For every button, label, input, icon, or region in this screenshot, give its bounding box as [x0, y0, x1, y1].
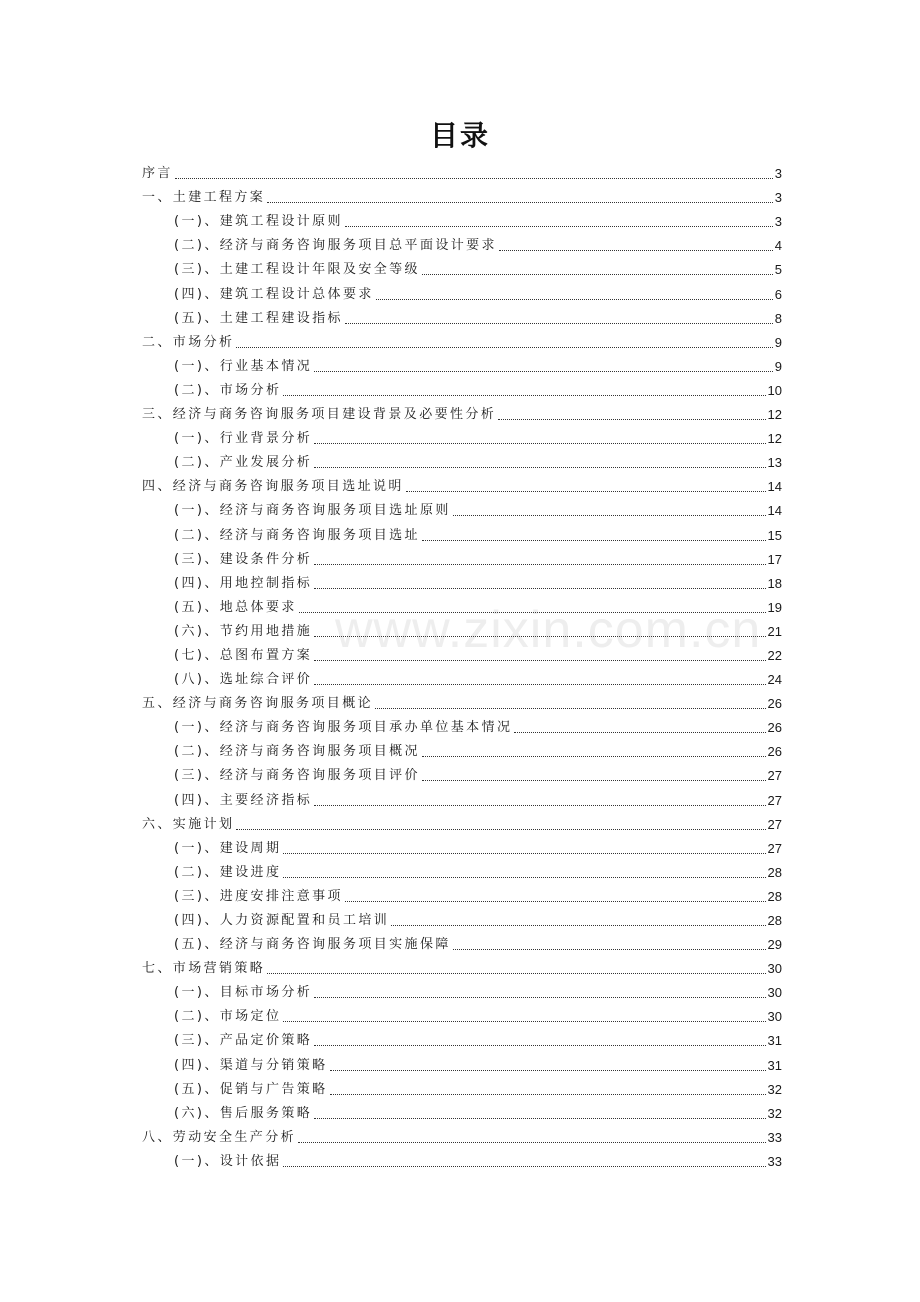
- toc-entry-title: (一)、经济与商务咨询服务项目承办单位基本情况: [174, 720, 513, 736]
- toc-entry[interactable]: [142, 955, 782, 979]
- toc-entry-title: 序言: [142, 166, 173, 182]
- dot-leader: [236, 346, 772, 348]
- toc-entry[interactable]: [142, 401, 782, 425]
- toc-entry-page-number: 18: [767, 575, 782, 591]
- toc-entry[interactable]: [142, 1003, 782, 1027]
- toc-entry[interactable]: [142, 642, 782, 666]
- toc-entry[interactable]: [142, 786, 782, 810]
- toc-entry-title: 五、经济与商务咨询服务项目概论: [142, 696, 374, 712]
- dot-leader: [314, 683, 765, 685]
- dot-leader: [314, 659, 765, 661]
- dot-leader: [314, 1117, 765, 1119]
- toc-entry-title: 三、经济与商务咨询服务项目建设背景及必要性分析: [142, 407, 497, 423]
- dot-leader: [314, 804, 765, 806]
- toc-entry-title: (一)、设计依据: [174, 1153, 282, 1169]
- toc-entry-title: (六)、售后服务策略: [174, 1105, 313, 1121]
- toc-entry-page-number: 24: [767, 672, 782, 688]
- dot-leader: [498, 418, 765, 420]
- toc-entry-page-number: 22: [767, 647, 782, 663]
- toc-entry-page-number: 31: [767, 1057, 782, 1073]
- toc-entry-title: (八)、选址综合评价: [174, 672, 313, 688]
- toc-entry-page-number: 13: [767, 455, 782, 471]
- toc-entry-page-number: 9: [774, 334, 782, 350]
- dot-leader: [283, 1020, 765, 1022]
- toc-entry[interactable]: [142, 1027, 782, 1051]
- dot-leader: [453, 948, 766, 950]
- dot-leader: [298, 1141, 766, 1143]
- dot-leader: [283, 1165, 765, 1167]
- toc-entry[interactable]: [142, 353, 782, 377]
- dot-leader: [406, 490, 766, 492]
- toc-entry-title: 四、经济与商务咨询服务项目选址说明: [142, 479, 404, 495]
- dot-leader: [345, 900, 766, 902]
- toc-entry-title: (七)、总图布置方案: [174, 647, 313, 663]
- toc-entry[interactable]: [142, 1100, 782, 1124]
- toc-entry[interactable]: [142, 931, 782, 955]
- toc-entry-page-number: 32: [767, 1105, 782, 1121]
- toc-entry-title: (三)、产品定价策略: [174, 1033, 313, 1049]
- toc-entry[interactable]: [142, 1124, 782, 1148]
- toc-entry[interactable]: [142, 1076, 782, 1100]
- toc-entry-page-number: 26: [767, 720, 782, 736]
- toc-entry-page-number: 27: [767, 768, 782, 784]
- dot-leader: [422, 273, 773, 275]
- toc-entry-title: (二)、产业发展分析: [174, 455, 313, 471]
- toc-entry-title: (二)、市场分析: [174, 382, 282, 398]
- toc-list: [142, 160, 782, 1172]
- toc-entry-title: (四)、渠道与分销策略: [174, 1057, 328, 1073]
- toc-entry[interactable]: [142, 1148, 782, 1172]
- toc-entry-page-number: 33: [767, 1153, 782, 1169]
- dot-leader: [314, 587, 765, 589]
- toc-entry-title: (一)、经济与商务咨询服务项目选址原则: [174, 503, 451, 519]
- toc-entry-title: (三)、进度安排注意事项: [174, 888, 343, 904]
- toc-entry-page-number: 27: [767, 816, 782, 832]
- toc-entry[interactable]: [142, 546, 782, 570]
- toc-entry[interactable]: [142, 449, 782, 473]
- dot-leader: [314, 466, 765, 468]
- toc-entry[interactable]: [142, 690, 782, 714]
- toc-entry[interactable]: [142, 570, 782, 594]
- toc-entry[interactable]: [142, 979, 782, 1003]
- toc-entry-title: (二)、经济与商务咨询服务项目概况: [174, 744, 420, 760]
- toc-entry[interactable]: [142, 160, 782, 184]
- toc-entry[interactable]: [142, 425, 782, 449]
- toc-entry-title: 一、土建工程方案: [142, 190, 266, 206]
- toc-entry-page-number: 3: [774, 166, 782, 182]
- toc-entry-page-number: 26: [767, 696, 782, 712]
- toc-entry-page-number: 28: [767, 888, 782, 904]
- dot-leader: [330, 1093, 766, 1095]
- toc-entry-page-number: 15: [767, 527, 782, 543]
- dot-leader: [375, 707, 766, 709]
- toc-entry-title: (一)、行业基本情况: [174, 358, 313, 374]
- toc-entry[interactable]: [142, 811, 782, 835]
- toc-entry-page-number: 30: [767, 985, 782, 1001]
- toc-entry[interactable]: [142, 280, 782, 304]
- toc-entry[interactable]: [142, 305, 782, 329]
- toc-entry[interactable]: [142, 666, 782, 690]
- toc-entry[interactable]: [142, 883, 782, 907]
- toc-entry-page-number: 3: [774, 214, 782, 230]
- toc-entry-title: (四)、主要经济指标: [174, 792, 313, 808]
- dot-leader: [314, 370, 773, 372]
- toc-entry-title: (三)、土建工程设计年限及安全等级: [174, 262, 420, 278]
- toc-entry-title: (五)、地总体要求: [174, 599, 297, 615]
- toc-entry-title: (五)、土建工程建设指标: [174, 310, 343, 326]
- dot-leader: [345, 322, 773, 324]
- toc-entry-title: (四)、用地控制指标: [174, 575, 313, 591]
- toc-entry-page-number: 21: [767, 623, 782, 639]
- toc-entry-page-number: 3: [774, 190, 782, 206]
- toc-entry-title: (四)、建筑工程设计总体要求: [174, 286, 374, 302]
- dot-leader: [345, 225, 773, 227]
- dot-leader: [376, 298, 773, 300]
- toc-entry-title: (一)、目标市场分析: [174, 985, 313, 1001]
- toc-entry[interactable]: [142, 232, 782, 256]
- watermark: www.zixin.com.cn: [335, 601, 762, 659]
- toc-entry-page-number: 14: [767, 503, 782, 519]
- toc-entry[interactable]: [142, 1051, 782, 1075]
- dot-leader: [453, 514, 766, 516]
- toc-entry[interactable]: [142, 329, 782, 353]
- toc-entry-page-number: 5: [774, 262, 782, 278]
- toc-entry-title: (五)、经济与商务咨询服务项目实施保障: [174, 937, 451, 953]
- toc-entry[interactable]: [142, 738, 782, 762]
- dot-leader: [314, 442, 765, 444]
- dot-leader: [391, 924, 765, 926]
- toc-entry[interactable]: [142, 184, 782, 208]
- dot-leader: [422, 779, 766, 781]
- dot-leader: [422, 755, 766, 757]
- toc-entry-page-number: 4: [774, 238, 782, 254]
- dot-leader: [299, 611, 766, 613]
- toc-entry-title: (四)、人力资源配置和员工培训: [174, 913, 390, 928]
- dot-leader: [283, 852, 765, 854]
- toc-entry[interactable]: [142, 521, 782, 545]
- dot-leader: [514, 731, 765, 733]
- toc-entry-page-number: 8: [774, 310, 782, 326]
- dot-leader: [314, 996, 765, 998]
- dot-leader: [314, 563, 765, 565]
- toc-entry-page-number: 14: [767, 479, 782, 495]
- toc-entry-page-number: 19: [767, 599, 782, 615]
- toc-entry-page-number: 9: [774, 358, 782, 374]
- toc-entry-title: 二、市场分析: [142, 334, 235, 350]
- toc-entry-page-number: 28: [767, 913, 782, 928]
- toc-entry-title: (三)、建设条件分析: [174, 551, 313, 567]
- toc-entry-page-number: 26: [767, 744, 782, 760]
- toc-entry[interactable]: [142, 835, 782, 859]
- toc-entry-title: 七、市场营销策略: [142, 961, 266, 977]
- toc-entry-title: (六)、节约用地措施: [174, 623, 313, 639]
- dot-leader: [283, 876, 765, 878]
- toc-entry-title: (二)、市场定位: [174, 1009, 282, 1025]
- toc-entry[interactable]: [142, 256, 782, 280]
- dot-leader: [175, 177, 773, 179]
- toc-entry-title: (一)、行业背景分析: [174, 431, 313, 447]
- toc-entry[interactable]: [142, 618, 782, 642]
- dot-leader: [283, 394, 765, 396]
- toc-entry-page-number: 6: [774, 286, 782, 302]
- toc-entry[interactable]: [142, 208, 782, 232]
- toc-entry-title: (三)、经济与商务咨询服务项目评价: [174, 768, 420, 784]
- toc-entry-page-number: 10: [767, 382, 782, 398]
- toc-entry[interactable]: [142, 907, 782, 931]
- toc-entry-page-number: 27: [767, 840, 782, 856]
- toc-entry-title: (二)、经济与商务咨询服务项目选址: [174, 527, 420, 543]
- dot-leader: [267, 972, 765, 974]
- toc-entry-page-number: 30: [767, 961, 782, 977]
- toc-entry-page-number: 17: [767, 551, 782, 567]
- toc-entry-page-number: 29: [767, 937, 782, 953]
- toc-entry-title: 八、劳动安全生产分析: [142, 1129, 297, 1145]
- toc-entry[interactable]: [142, 497, 782, 521]
- toc-entry-page-number: 31: [767, 1033, 782, 1049]
- toc-entry-title: (二)、建设进度: [174, 864, 282, 880]
- dot-leader: [499, 249, 773, 251]
- toc-entry[interactable]: [142, 594, 782, 618]
- toc-entry-title: 六、实施计划: [142, 816, 235, 832]
- toc-entry[interactable]: [142, 762, 782, 786]
- toc-entry-title: (一)、建设周期: [174, 840, 282, 856]
- toc-entry[interactable]: [142, 859, 782, 883]
- toc-title: 目录: [429, 119, 490, 152]
- toc-entry-page-number: 12: [767, 407, 782, 423]
- toc-entry-page-number: 12: [767, 431, 782, 447]
- toc-entry-page-number: 30: [767, 1009, 782, 1025]
- toc-entry-title: (一)、建筑工程设计原则: [174, 214, 343, 230]
- toc-entry-page-number: 32: [767, 1081, 782, 1097]
- toc-entry-page-number: 28: [767, 864, 782, 880]
- dot-leader: [314, 1044, 765, 1046]
- toc-entry-title: (二)、经济与商务咨询服务项目总平面设计要求: [174, 238, 497, 254]
- toc-entry[interactable]: [142, 714, 782, 738]
- toc-entry-title: (五)、促销与广告策略: [174, 1081, 328, 1097]
- toc-entry[interactable]: [142, 473, 782, 497]
- toc-entry-page-number: 33: [767, 1129, 782, 1145]
- dot-leader: [314, 635, 765, 637]
- dot-leader: [236, 828, 765, 830]
- dot-leader: [267, 201, 773, 203]
- toc-entry[interactable]: [142, 377, 782, 401]
- dot-leader: [422, 539, 766, 541]
- toc-entry-page-number: 27: [767, 792, 782, 808]
- dot-leader: [330, 1069, 766, 1071]
